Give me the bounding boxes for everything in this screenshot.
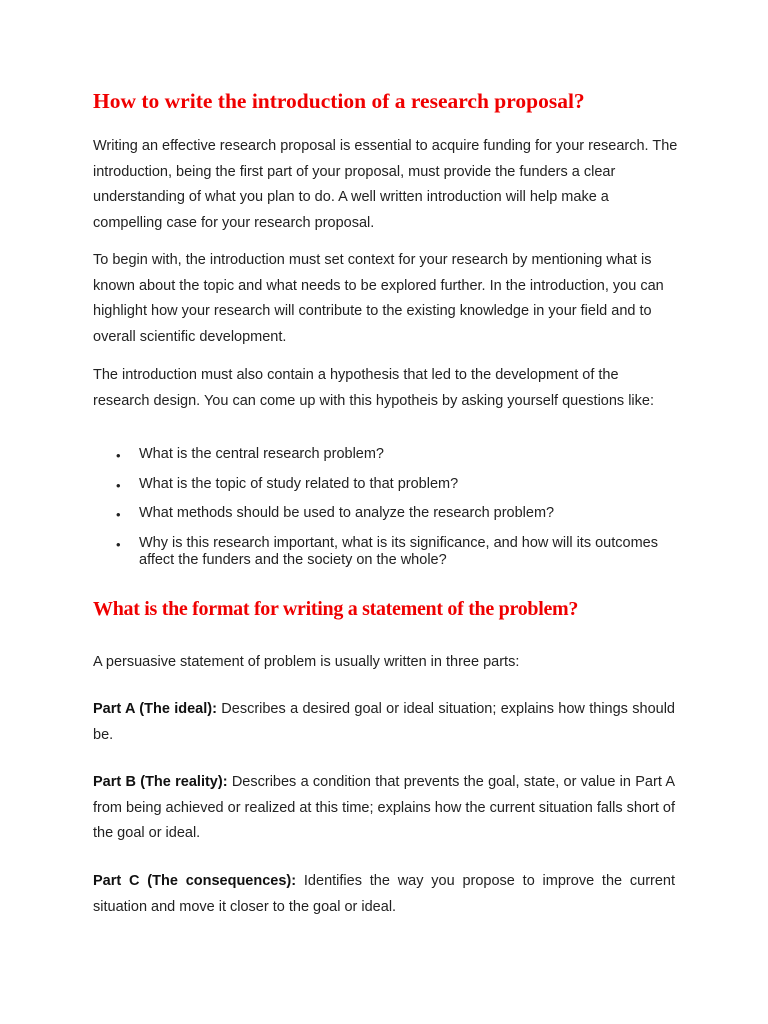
bullet-icon: • bbox=[116, 507, 121, 522]
part-b-paragraph bbox=[93, 770, 675, 847]
part-b-label: Part B (The reality): bbox=[93, 774, 228, 790]
list-item bbox=[110, 476, 670, 493]
intro-paragraph-3: The introduction must also contain a hypothesis that led to the development of the research design. You can come up with this hypotheis by asking yourself questions like: bbox=[93, 367, 654, 409]
list-item-text: What is the topic of study related to that problem? bbox=[139, 475, 459, 492]
bullet-icon: • bbox=[116, 536, 121, 552]
page-title: How to write the introduction of a research proposal? bbox=[93, 89, 585, 113]
part-c-text: Identifies the way you propose to improve the current situation and move it closer to the goal or ideal. bbox=[93, 873, 676, 915]
statement-intro: A persuasive statement of problem is usually written in three parts: bbox=[93, 654, 520, 670]
intro-paragraph-2: To begin with, the introduction must set context for your research by mentioning what is known about the topic and what needs to be explored further. In the introduction, you can highlight how your research will contribute to the existing knowledge in your field and to overall scientific development. bbox=[93, 252, 664, 345]
list-item-text: What methods should be used to analyze the research problem? bbox=[139, 505, 555, 521]
list-item bbox=[110, 505, 670, 522]
list-item-text: What is the central research problem? bbox=[139, 446, 384, 462]
section-heading: What is the format for writing a statement of the problem? bbox=[93, 598, 579, 620]
part-b-text: Describes a condition that prevents the goal, state, or value in Part A from being achieved or realized at this time; explains how the current situation falls short of the goal or ideal. bbox=[93, 774, 676, 841]
part-a-paragraph bbox=[93, 697, 675, 748]
bullet-icon: • bbox=[116, 477, 121, 493]
question-list bbox=[110, 446, 670, 581]
part-c-label: Part C (The consequences): bbox=[93, 873, 297, 889]
list-item-text: Why is this research important, what is its significance, and how will its outcomes affect the funders and the society on the whole? bbox=[139, 534, 658, 568]
intro-paragraph-1: Writing an effective research proposal is essential to acquire funding for your research. The introduction, being the first part of your proposal, must provide the funders a clear understanding of what you plan to do. A well written introduction will help make a compelling case for your research proposal. bbox=[93, 138, 678, 231]
list-item bbox=[110, 446, 670, 463]
part-a-text: Describes a desired goal or ideal situation; explains how things should be. bbox=[93, 701, 675, 743]
list-item bbox=[110, 535, 670, 569]
part-c-paragraph bbox=[93, 869, 675, 920]
part-a-label: Part A (The ideal): bbox=[93, 701, 217, 717]
bullet-icon: • bbox=[116, 448, 121, 463]
